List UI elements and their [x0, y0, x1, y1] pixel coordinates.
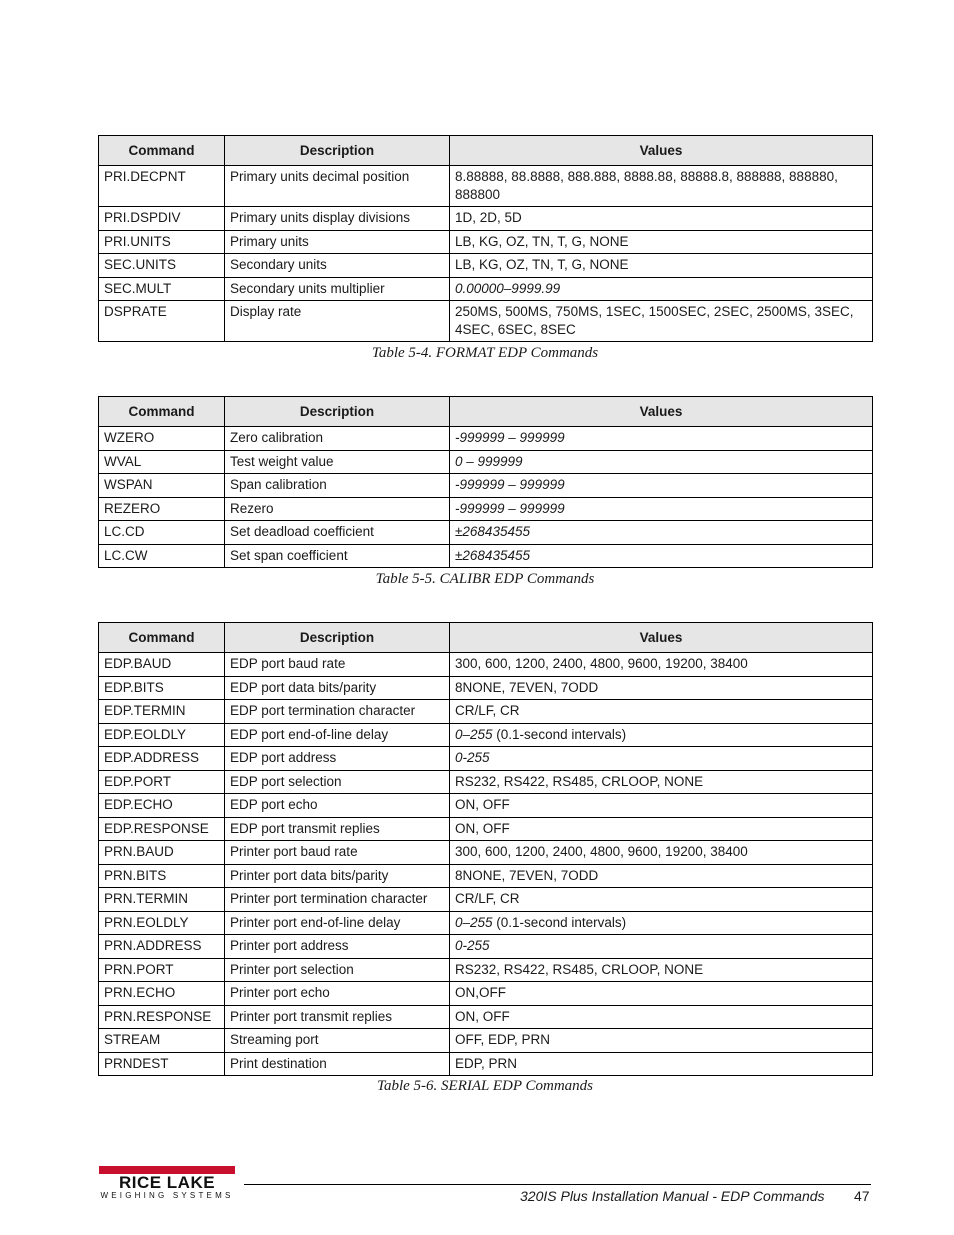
cell-command: STREAM	[99, 1029, 225, 1053]
cell-values: EDP, PRN	[450, 1052, 873, 1076]
cell-command: PRN.BITS	[99, 864, 225, 888]
rice-lake-logo	[99, 1166, 235, 1200]
table-row	[99, 676, 873, 700]
cell-command: REZERO	[99, 497, 225, 521]
table-caption-format: Table 5-4. FORMAT EDP Commands	[371, 345, 599, 361]
table-row	[99, 841, 873, 865]
table-row	[99, 1005, 873, 1029]
table-caption-serial: Table 5-6. SERIAL EDP Commands	[377, 1078, 593, 1094]
footer-divider	[244, 1184, 871, 1185]
cell-values: 300, 600, 1200, 2400, 4800, 9600, 19200, 38400	[450, 841, 873, 865]
logo-tagline: WEIGHING SYSTEMS	[100, 1191, 234, 1200]
table-row	[99, 450, 873, 474]
cell-values: OFF, EDP, PRN	[450, 1029, 873, 1053]
table-header-row	[99, 623, 873, 653]
cell-command: EDP.TERMIN	[99, 700, 225, 724]
cell-command: EDP.ECHO	[99, 794, 225, 818]
table-row	[99, 888, 873, 912]
table-caption-calibr: Table 5-5. CALIBR EDP Commands	[375, 571, 595, 587]
table-row	[99, 723, 873, 747]
format-edp-commands-table	[98, 135, 873, 342]
cell-command: PRN.ADDRESS	[99, 935, 225, 959]
cell-values: 8NONE, 7EVEN, 7ODD	[450, 676, 873, 700]
cell-description: EDP port transmit replies	[225, 817, 450, 841]
cell-command: PRI.DSPDIV	[99, 207, 225, 231]
cell-description: Print destination	[225, 1052, 450, 1076]
table-row	[99, 982, 873, 1006]
cell-description: Display rate	[225, 301, 450, 342]
cell-description: Primary units decimal position	[225, 166, 450, 207]
table-row	[99, 770, 873, 794]
table-row	[99, 794, 873, 818]
cell-description: Primary units	[225, 230, 450, 254]
table-row	[99, 911, 873, 935]
cell-command: LC.CW	[99, 544, 225, 568]
cell-description: EDP port baud rate	[225, 653, 450, 677]
cell-values: LB, KG, OZ, TN, T, G, NONE	[450, 230, 873, 254]
header-description: Description	[225, 136, 450, 166]
cell-values-range: 0–255	[455, 914, 493, 930]
cell-values: ON, OFF	[450, 817, 873, 841]
table-header-row	[99, 136, 873, 166]
cell-values-note: (0.1-second intervals)	[492, 914, 627, 930]
table-row	[99, 207, 873, 231]
cell-values: 8.88888, 88.8888, 888.888, 8888.88, 88888.8, 888888, 888880, 888800	[450, 166, 873, 207]
cell-command: LC.CD	[99, 521, 225, 545]
cell-description: EDP port termination character	[225, 700, 450, 724]
table-row	[99, 817, 873, 841]
cell-command: SEC.UNITS	[99, 254, 225, 278]
cell-values: ON,OFF	[450, 982, 873, 1006]
cell-description: EDP port data bits/parity	[225, 676, 450, 700]
header-command: Command	[99, 623, 225, 653]
cell-command: PRN.TERMIN	[99, 888, 225, 912]
cell-description: Set deadload coefficient	[225, 521, 450, 545]
page-number: 47	[854, 1188, 870, 1204]
cell-values: ON, OFF	[450, 794, 873, 818]
cell-description: Printer port termination character	[225, 888, 450, 912]
cell-command: PRN.EOLDLY	[99, 911, 225, 935]
table-row	[99, 958, 873, 982]
cell-description: EDP port address	[225, 747, 450, 771]
table-row	[99, 301, 873, 342]
cell-values	[450, 723, 873, 747]
table-row	[99, 254, 873, 278]
cell-command: PRN.PORT	[99, 958, 225, 982]
serial-edp-commands-table	[98, 622, 873, 1076]
cell-values: LB, KG, OZ, TN, T, G, NONE	[450, 254, 873, 278]
cell-values-note: (0.1-second intervals)	[492, 726, 627, 742]
cell-description: Printer port data bits/parity	[225, 864, 450, 888]
calibr-edp-commands-table	[98, 396, 873, 568]
cell-values: RS232, RS422, RS485, CRLOOP, NONE	[450, 770, 873, 794]
table-row	[99, 474, 873, 498]
cell-command: PRN.RESPONSE	[99, 1005, 225, 1029]
cell-command: SEC.MULT	[99, 277, 225, 301]
cell-values: CR/LF, CR	[450, 888, 873, 912]
table-row	[99, 864, 873, 888]
cell-description: Zero calibration	[225, 427, 450, 451]
cell-description: Primary units display divisions	[225, 207, 450, 231]
cell-command: EDP.BAUD	[99, 653, 225, 677]
table-row	[99, 427, 873, 451]
cell-description: Streaming port	[225, 1029, 450, 1053]
cell-description: Printer port baud rate	[225, 841, 450, 865]
cell-values: CR/LF, CR	[450, 700, 873, 724]
table-row	[99, 1029, 873, 1053]
table-row	[99, 935, 873, 959]
header-command: Command	[99, 397, 225, 427]
header-values: Values	[450, 136, 873, 166]
table-row	[99, 653, 873, 677]
cell-description: Printer port address	[225, 935, 450, 959]
cell-command: PRN.ECHO	[99, 982, 225, 1006]
cell-command: EDP.BITS	[99, 676, 225, 700]
cell-command: EDP.PORT	[99, 770, 225, 794]
header-values: Values	[450, 623, 873, 653]
cell-description: Secondary units	[225, 254, 450, 278]
table-row	[99, 497, 873, 521]
cell-description: Span calibration	[225, 474, 450, 498]
cell-values: -999999 – 999999	[450, 497, 873, 521]
cell-values: 0-255	[450, 935, 873, 959]
cell-command: WSPAN	[99, 474, 225, 498]
cell-values: 250MS, 500MS, 750MS, 1SEC, 1500SEC, 2SEC, 2500MS, 3SEC, 4SEC, 6SEC, 8SEC	[450, 301, 873, 342]
table-row	[99, 700, 873, 724]
cell-description: EDP port echo	[225, 794, 450, 818]
cell-description: Printer port transmit replies	[225, 1005, 450, 1029]
cell-command: PRNDEST	[99, 1052, 225, 1076]
cell-values: ±268435455	[450, 521, 873, 545]
table-row	[99, 747, 873, 771]
cell-values: 0-255	[450, 747, 873, 771]
cell-command: PRI.DECPNT	[99, 166, 225, 207]
cell-values: ON, OFF	[450, 1005, 873, 1029]
cell-values: 1D, 2D, 5D	[450, 207, 873, 231]
cell-description: EDP port selection	[225, 770, 450, 794]
table-row	[99, 230, 873, 254]
cell-values: 0 – 999999	[450, 450, 873, 474]
cell-description: Printer port selection	[225, 958, 450, 982]
cell-description: Printer port echo	[225, 982, 450, 1006]
cell-command: PRN.BAUD	[99, 841, 225, 865]
header-values: Values	[450, 397, 873, 427]
table-row	[99, 1052, 873, 1076]
cell-values: 0.00000–9999.99	[450, 277, 873, 301]
header-command: Command	[99, 136, 225, 166]
table-row	[99, 521, 873, 545]
cell-values: -999999 – 999999	[450, 474, 873, 498]
cell-command: EDP.RESPONSE	[99, 817, 225, 841]
cell-values: -999999 – 999999	[450, 427, 873, 451]
header-description: Description	[225, 623, 450, 653]
cell-values: ±268435455	[450, 544, 873, 568]
cell-description: EDP port end-of-line delay	[225, 723, 450, 747]
logo-wordmark: RICE LAKE	[118, 1173, 216, 1192]
table-row	[99, 166, 873, 207]
cell-command: PRI.UNITS	[99, 230, 225, 254]
cell-command: WZERO	[99, 427, 225, 451]
cell-description: Rezero	[225, 497, 450, 521]
table-header-row	[99, 397, 873, 427]
cell-description: Printer port end-of-line delay	[225, 911, 450, 935]
cell-description: Set span coefficient	[225, 544, 450, 568]
cell-command: EDP.EOLDLY	[99, 723, 225, 747]
cell-description: Secondary units multiplier	[225, 277, 450, 301]
header-description: Description	[225, 397, 450, 427]
cell-command: WVAL	[99, 450, 225, 474]
cell-values: RS232, RS422, RS485, CRLOOP, NONE	[450, 958, 873, 982]
cell-command: DSPRATE	[99, 301, 225, 342]
table-row	[99, 277, 873, 301]
footer-manual-title: 320IS Plus Installation Manual - EDP Commands	[520, 1188, 825, 1204]
cell-command: EDP.ADDRESS	[99, 747, 225, 771]
cell-values	[450, 911, 873, 935]
cell-values: 8NONE, 7EVEN, 7ODD	[450, 864, 873, 888]
cell-values: 300, 600, 1200, 2400, 4800, 9600, 19200, 38400	[450, 653, 873, 677]
cell-description: Test weight value	[225, 450, 450, 474]
cell-values-range: 0–255	[455, 726, 493, 742]
table-row	[99, 544, 873, 568]
